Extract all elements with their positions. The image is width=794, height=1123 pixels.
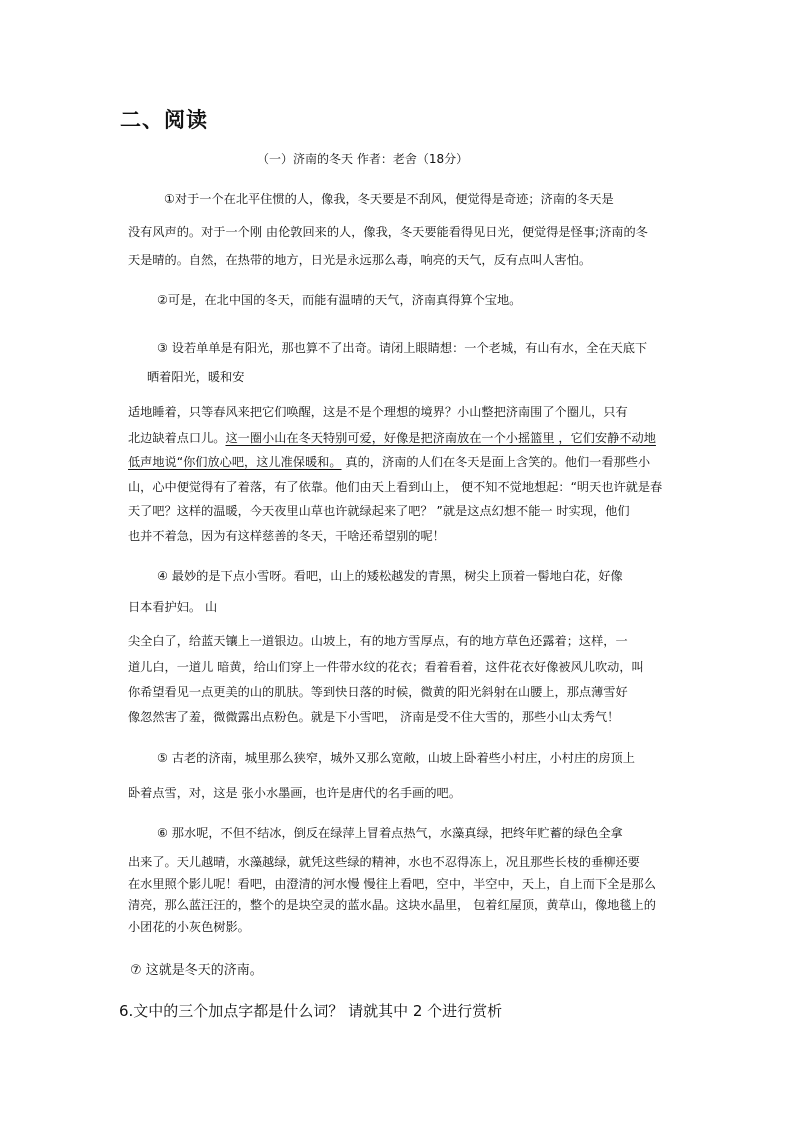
text-line: 你希望看见一点更美的山的肌肤。等到快日落的时候，微黄的阳光斜射在山腰上，那点薄雪好 <box>128 685 628 699</box>
text-line: 晒着阳光，暖和安 <box>147 370 245 384</box>
text-line: 像忽然害了羞，微微露出点粉色。就是下小雪吧， 济南是受不住大雪的，那些小山太秀气！ <box>128 710 620 724</box>
text-line <box>128 453 650 470</box>
text-line <box>128 429 656 446</box>
text-line: 在水里照个影儿呢！看吧，由澄清的河水慢 慢往上看吧，空中，半空中，天上，自上而下全是那么 <box>128 877 656 891</box>
text-line: 适地睡着，只等春风来把它们唤醒，这是不是个理想的境界？小山整把济南围了个圈儿，只有 <box>128 405 628 419</box>
text-line: 小团花的小灰色树影。 <box>128 920 250 934</box>
text-segment: 真的，济南的人们在冬天是面上含笑的。他们一看那些小 <box>341 455 651 469</box>
text-line: 天了吧？这样的温暖，今天夜里山草也许就绿起来了吧？ ”就是这点幻想不能一 时实现，他们 <box>128 504 630 518</box>
text-line: ⑥ 那水呢，不但不结冰，倒反在绿萍上冒着点热气，水藻真绿，把终年贮蓄的绿色全拿 <box>157 826 623 840</box>
section-title: 二、阅读 <box>120 108 208 132</box>
article-subtitle: （一）济南的冬天 作者：老舍（18分） <box>257 152 469 166</box>
text-line: ②可是，在北中国的冬天，而能有温晴的天气，济南真得算个宝地。 <box>157 293 522 307</box>
text-line: ①对于一个在北平住惯的人，像我，冬天要是不刮风，便觉得是奇迹；济南的冬天是 <box>164 192 614 206</box>
text-line: 尖全白了，给蓝天镶上一道银边。山坡上，有的地方雪厚点，有的地方草色还露着；这样，一 <box>128 634 628 648</box>
text-line: 卧着点雪，对，这是 张小水墨画，也许是唐代的名手画的吧。 <box>128 786 461 800</box>
text-line: 道儿白，一道儿 暗黄，给山们穿上一件带水纹的花衣；看着看着，这件花衣好像被风儿吹动，叫 <box>128 660 644 674</box>
text-line: ③ 设若单单是有阳光，那也算不了出奇。请闭上眼睛想：一个老城，有山有水，全在天底下 <box>157 341 648 355</box>
text-line: 也并不着急，因为有这样慈善的冬天，干啥还希望别的呢！ <box>128 529 445 543</box>
underlined-sentence: 低声地说“你们放心吧，这儿准保暖和。 <box>128 455 342 469</box>
text-line: ⑤ 古老的济南，城里那么狭窄，城外又那么宽敞，山坡上卧着些小村庄，小村庄的房顶上 <box>157 751 635 765</box>
text-line: ④ 最妙的是下点小雪呀。看吧，山上的矮松越发的青黑，树尖上顶着一髻地白花，好像 <box>157 569 623 583</box>
underlined-sentence: 这一圈小山在冬天特别可爱，好像是把济南放在一个小摇篮里 ，它们安静不动地 <box>225 431 656 445</box>
text-line: 山，心中便觉得有了着落，有了依靠。他们由天上看到山上， 便不知不觉地想起：“明天也许就是春 <box>128 480 663 494</box>
text-line: 出来了。天儿越晴，水藻越绿，就凭这些绿的精神，水也不忍得冻上，况且那些长枝的垂柳还要 <box>128 855 640 869</box>
text-segment: 北边缺着点口儿。 <box>128 431 226 445</box>
text-line: 日本看护妇。 山 <box>128 600 218 614</box>
text-line: 没有风声的。对于一个刚 由伦敦回来的人，像我，冬天要能看得见日光，便觉得是怪事;济南的冬 <box>128 225 648 239</box>
text-line: ⑦ 这就是冬天的济南。 <box>130 963 263 978</box>
text-line: 天是晴的。自然，在热带的地方，日光是永远那么毒，响亮的天气，反有点叫人害怕。 <box>128 253 592 267</box>
question-6: 6.文中的三个加点字都是什么词？ 请就其中 2 个进行赏析 <box>119 1002 503 1020</box>
text-line: 清亮，那么蓝汪汪的，整个的是块空灵的蓝水晶。这块水晶里， 包着红屋顶，黄草山，像地毯上的 <box>128 898 656 912</box>
